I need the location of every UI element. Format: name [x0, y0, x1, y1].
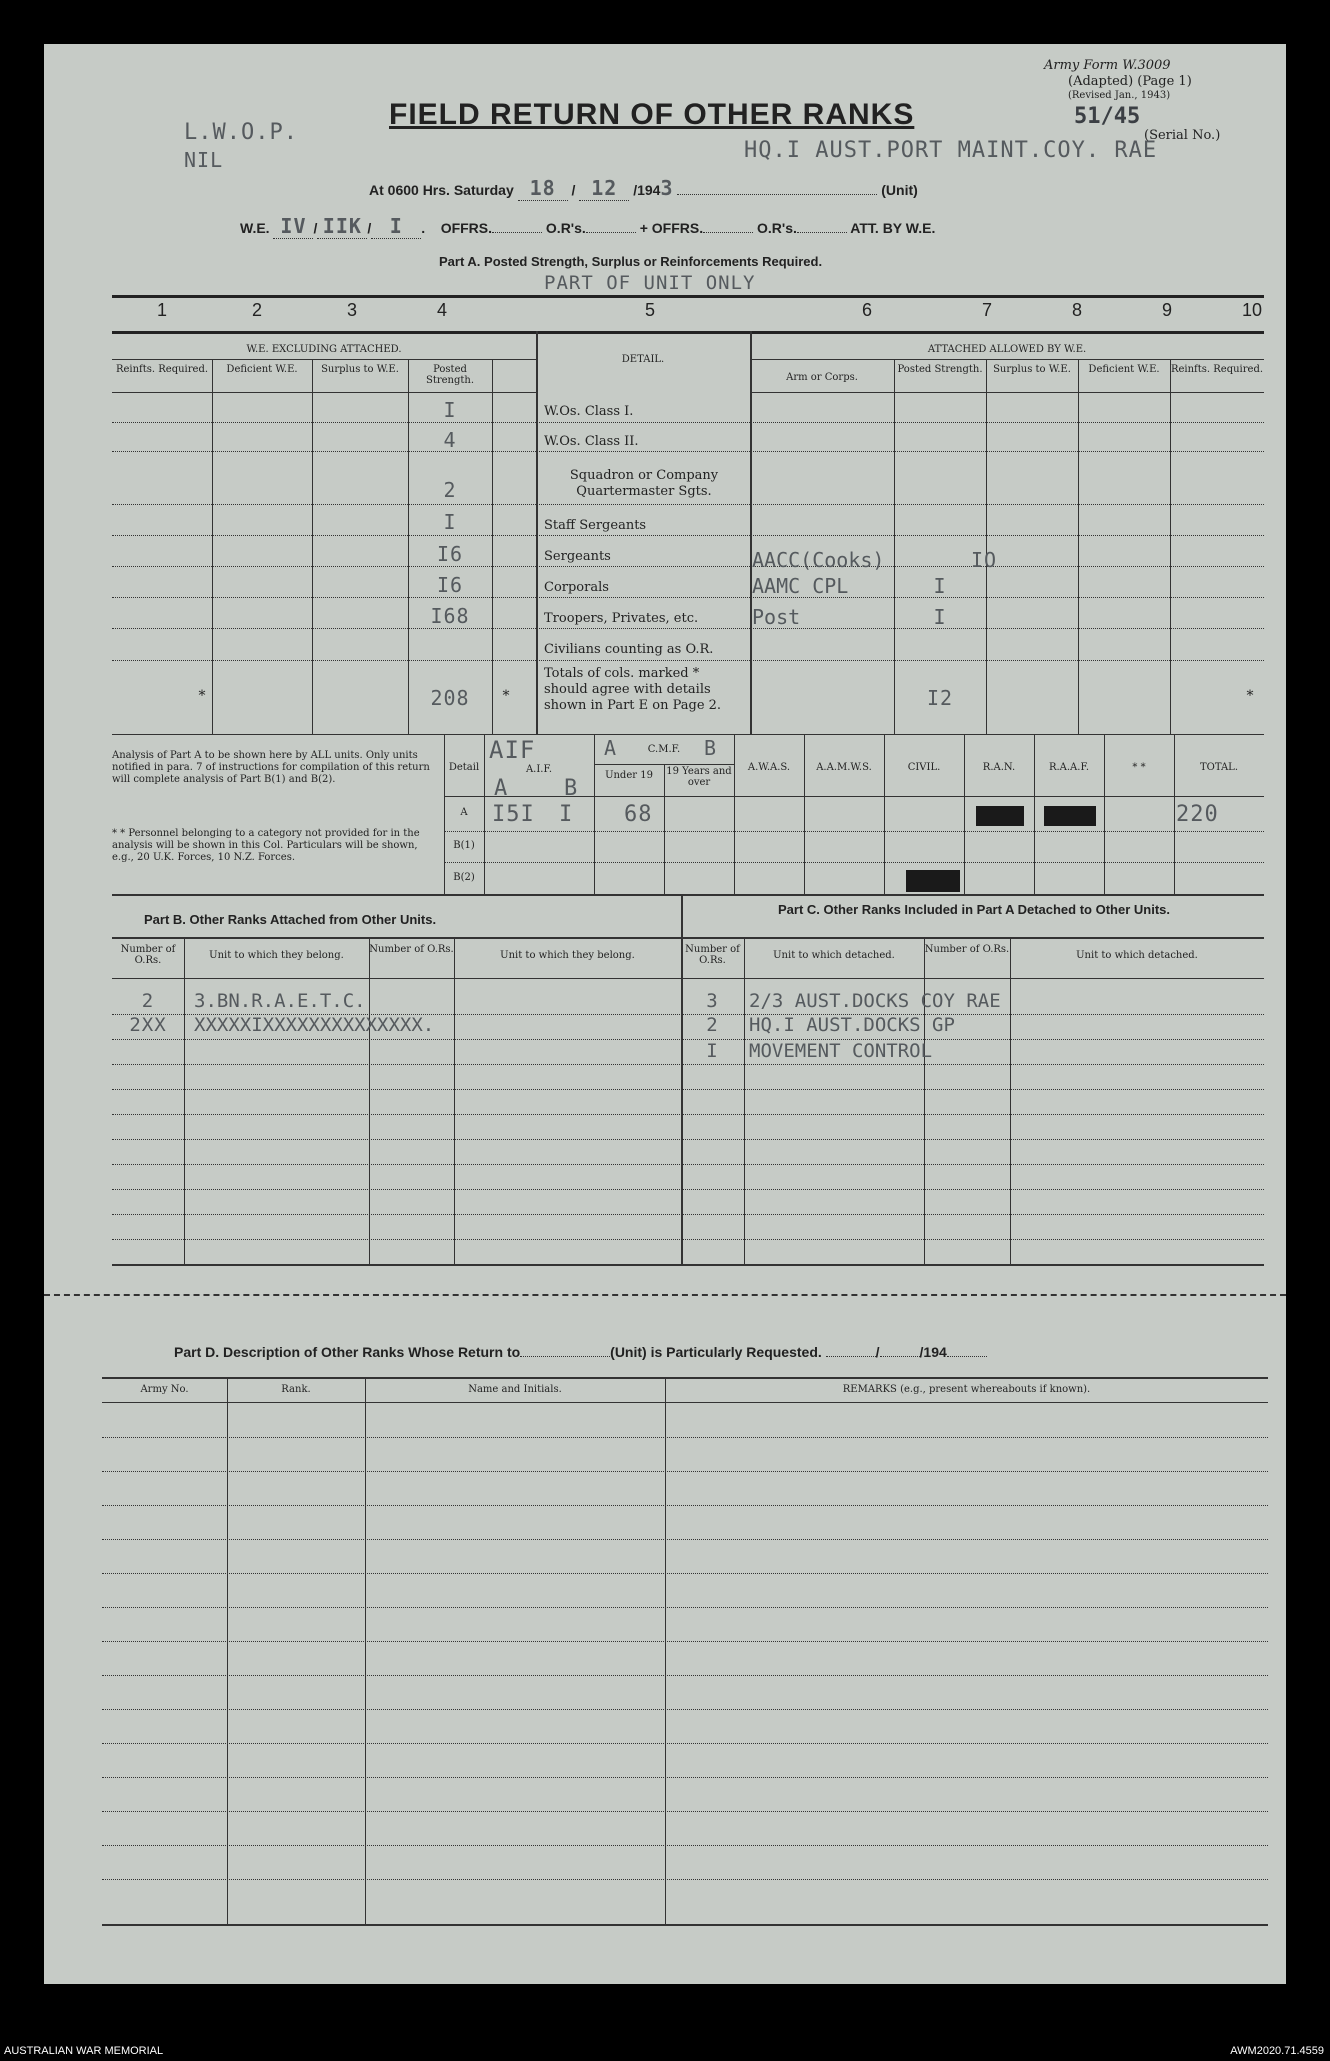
part-b-hdr-num2: Number of O.Rs.: [369, 944, 454, 955]
detail-label: Troopers, Privates, etc.: [544, 611, 699, 626]
analysis-total-value: 220: [1176, 802, 1219, 827]
year-value: 3: [660, 176, 674, 200]
other-header: * *: [1132, 762, 1146, 773]
serial-label: (Serial No.): [1144, 128, 1221, 143]
analysis-cmf-value: 68: [624, 802, 653, 827]
part-b-hdr-unit1: Unit to which they belong.: [209, 950, 344, 961]
detail-label: Totals of cols. marked * should agree with details shown in Part E on Page 2.: [544, 666, 722, 713]
we-label: W.E.: [240, 220, 270, 236]
part-d-title-a: Part D. Description of Other Ranks Whose Return to: [174, 1344, 521, 1360]
year-prefix: /194: [633, 182, 661, 198]
we-value-2: IIK: [317, 214, 367, 239]
part-d-title-b: (Unit) is Particularly Requested.: [610, 1344, 822, 1360]
revised-label: (Revised Jan., 1943): [1068, 90, 1171, 101]
analysis-note-1: Analysis of Part A to be shown here by ALL units. Only units notified in para. 7 of instructions for compilation of this return will complete analysis of Part B(1) and B(2).: [112, 750, 430, 785]
part-d-hdr-army-no: Army No.: [140, 1384, 189, 1395]
col-num-9: 9: [1161, 300, 1172, 320]
col-num-7: 7: [981, 300, 992, 320]
perforation-line: [44, 1294, 1286, 1296]
col-num-1: 1: [156, 300, 167, 320]
column-numbers: [112, 300, 1264, 328]
part-d-hdr-name: Name and Initials.: [468, 1384, 562, 1395]
ors-label: O.R's.: [545, 220, 586, 236]
analysis-note-2: * * Personnel belonging to a category not provided for in the analysis will be shown in this Col. Particulars will be shown, e.g., 20 U.K. Forces, 10 N.Z. Forces.: [112, 828, 420, 863]
col-num-8: 8: [1071, 300, 1082, 320]
footer-source: AUSTRALIAN WAR MEMORIAL: [4, 2045, 164, 2057]
hdr-reinfts-left: Reinfts. Required.: [115, 364, 209, 375]
posted-value: 4: [443, 428, 457, 452]
star-mark: *: [1246, 688, 1254, 704]
unit-typed: HQ.I AUST.PORT MAINT.COY. RAE: [744, 138, 1158, 163]
part-c-num: I: [706, 1040, 719, 1062]
posted-value: 208: [430, 686, 470, 710]
part-d-title-c: /194: [919, 1344, 947, 1360]
arm-corps-value: Post: [752, 605, 801, 629]
part-d-title: Part D. Description of Other Ranks Whose Return to (Unit) is Particularly Requested. / /194: [174, 1344, 987, 1360]
offrs-label: OFFRS.: [440, 220, 493, 236]
posted-value: I6: [436, 573, 464, 597]
hdr-deficient-left: Deficient W.E.: [226, 364, 298, 375]
part-d-hdr-remarks: REMARKS (e.g., present whereabouts if known).: [842, 1384, 1091, 1395]
aif-header: A.I.F.: [525, 764, 553, 775]
hdr-reinfts-right: Reinfts. Required.: [1170, 364, 1264, 375]
part-b-num: 2: [141, 990, 155, 1012]
at-label: At 0600 Hrs. Saturday: [369, 182, 514, 198]
detail-label: W.Os. Class II.: [544, 434, 639, 449]
part-d-hdr-rank: Rank.: [281, 1384, 311, 1395]
form-page: [44, 44, 1286, 1984]
posted-value: 2: [443, 478, 457, 502]
row-label-b1: B(1): [453, 840, 475, 851]
hdr-surplus-right: Surplus to W.E.: [993, 364, 1071, 375]
star-mark: *: [502, 688, 510, 704]
detail-label: Squadron or Company Quartermaster Sgts.: [569, 468, 719, 499]
detail-label: W.Os. Class I.: [544, 404, 634, 419]
part-a-typed-note: PART OF UNIT ONLY: [544, 272, 756, 294]
part-c-unit: HQ.I AUST.DOCKS GP: [749, 1014, 955, 1036]
star-mark: *: [198, 688, 206, 704]
redaction-block: [1044, 806, 1096, 826]
we-line: W.E. IV / IIK / I . OFFRS. O.R's. + OFFRS. O.R's. ATT. BY W.E.: [240, 214, 936, 238]
part-c-hdr-unit1: Unit to which detached.: [773, 950, 895, 961]
civil-header: CIVIL.: [907, 762, 941, 773]
part-c-hdr-num1: Number of O.Rs.: [685, 944, 740, 966]
cmf-under: Under 19: [605, 770, 653, 781]
part-c-num: 2: [706, 1014, 719, 1036]
adapted-label: (Adapted) (Page 1): [1068, 74, 1192, 89]
part-b-num: 2XX: [129, 1014, 167, 1036]
att-posted-value: I2: [926, 686, 954, 710]
part-b-title: Part B. Other Ranks Attached from Other Units.: [144, 912, 437, 927]
part-c-title: Part C. Other Ranks Included in Part A Detached to Other Units.: [778, 902, 1170, 917]
part-b-hdr-num1: Number of O.Rs.: [120, 944, 176, 966]
detail-label-col: Detail: [448, 762, 480, 773]
att-by-we-label: ATT. BY W.E.: [850, 220, 936, 236]
lwop-stamp: L.W.O.P.: [184, 120, 298, 145]
posted-value: I6: [436, 542, 464, 566]
part-b-unit: 3.BN.R.A.E.T.C.: [194, 990, 366, 1012]
detail-label: Sergeants: [544, 549, 611, 564]
raaf-header: R.A.A.F.: [1048, 762, 1090, 773]
part-c-num: 3: [706, 990, 719, 1012]
part-c-hdr-unit2: Unit to which detached.: [1076, 950, 1198, 961]
detail-label: Staff Sergeants: [544, 518, 647, 533]
hdr-posted-left: Posted Strength.: [425, 364, 475, 386]
col-num-10: 10: [1241, 300, 1263, 320]
army-form-number: Army Form W.3009: [1044, 58, 1171, 73]
we-value-3: I: [371, 214, 421, 239]
analysis-aif-b-value: I: [559, 802, 574, 827]
cmf-header: C.M.F.: [647, 744, 681, 755]
aif-typed: AIF: [489, 736, 536, 764]
date-line: At 0600 Hrs. Saturday 18 / 12 /1943 (Unit): [369, 176, 918, 200]
aif-b-typed: B: [564, 776, 579, 801]
row-label-b2: B(2): [453, 872, 475, 883]
serial-value: 51/45: [1074, 104, 1141, 129]
left-group-header: W.E. EXCLUDING ATTACHED.: [246, 344, 402, 355]
aif-a-typed: A: [494, 776, 509, 801]
att-posted-value: IO: [970, 548, 998, 572]
hdr-deficient-right: Deficient W.E.: [1088, 364, 1160, 375]
analysis-aif-a-value: I5I: [492, 802, 535, 827]
detail-label: Civilians counting as O.R.: [544, 642, 714, 657]
nil-stamp: NIL: [184, 148, 224, 172]
posted-value: I: [443, 510, 457, 534]
redaction-block: [976, 806, 1024, 826]
att-posted-value: I: [933, 574, 947, 598]
right-group-header: ATTACHED ALLOWED BY W.E.: [927, 344, 1087, 355]
posted-value: I68: [430, 604, 470, 628]
arm-corps-value: AACC(Cooks): [752, 548, 885, 572]
aamws-header: A.A.M.W.S.: [816, 762, 872, 773]
hdr-surplus-left: Surplus to W.E.: [321, 364, 399, 375]
cmf-a: A: [604, 736, 618, 760]
part-a-title: Part A. Posted Strength, Surplus or Reinforcements Required.: [439, 254, 823, 269]
plus-offrs-label: + OFFRS.: [639, 220, 704, 236]
detail-header: DETAIL.: [621, 354, 665, 365]
month-value: 12: [579, 176, 629, 201]
part-b-hdr-unit2: Unit to which they belong.: [500, 950, 635, 961]
col-num-3: 3: [346, 300, 357, 320]
col-num-2: 2: [251, 300, 262, 320]
arm-corps-value: AAMC CPL: [752, 574, 849, 598]
redaction-block: [906, 870, 960, 892]
cmf-over: 19 Years and over: [666, 766, 732, 788]
awas-header: A.W.A.S.: [747, 762, 791, 773]
part-b-unit: XXXXXIXXXXXXXXXXXXXX.: [194, 1014, 435, 1036]
col-num-4: 4: [436, 300, 447, 320]
part-c-hdr-num2: Number of O.Rs.: [924, 944, 1010, 955]
hdr-arm-corps: Arm or Corps.: [786, 372, 858, 383]
hdr-posted-right: Posted Strength.: [897, 364, 983, 375]
col-num-5: 5: [644, 300, 655, 320]
footer-accession: AWM2020.71.4559: [1230, 2045, 1324, 2057]
part-c-unit: MOVEMENT CONTROL: [749, 1040, 933, 1062]
row-label-a: A: [460, 807, 468, 818]
total-header: TOTAL.: [1199, 762, 1239, 773]
ran-header: R.A.N.: [982, 762, 1016, 773]
part-c-unit: 2/3 AUST.DOCKS COY RAE: [749, 990, 1001, 1012]
cmf-b: B: [704, 736, 718, 760]
unit-label: (Unit): [881, 182, 918, 198]
army-form-label: [1044, 58, 1284, 73]
form-title: FIELD RETURN OF OTHER RANKS: [389, 98, 915, 131]
posted-value: I: [443, 398, 457, 422]
day-value: 18: [518, 176, 568, 201]
ors2-label: O.R's.: [757, 220, 797, 236]
col-num-6: 6: [861, 300, 872, 320]
att-posted-value: I: [933, 605, 947, 629]
detail-label: Corporals: [544, 580, 609, 595]
we-value-1: IV: [273, 214, 313, 239]
